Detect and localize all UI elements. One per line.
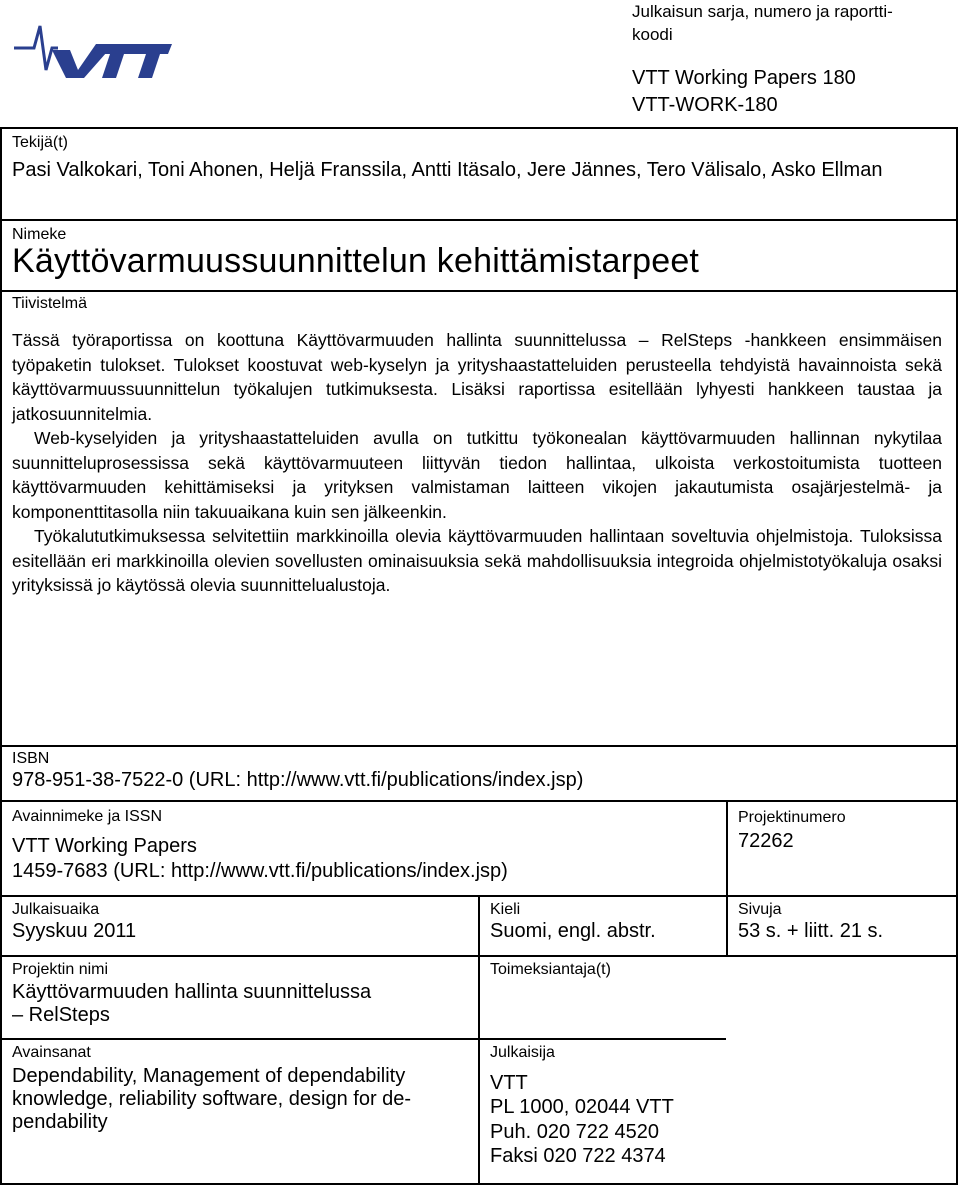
divider-authors xyxy=(0,219,958,221)
authors-label: Tekijä(t) xyxy=(12,134,69,151)
col-divider-language xyxy=(478,895,480,1185)
date-label: Julkaisuaika xyxy=(12,901,100,918)
authors-names: Pasi Valkokari, Toni Ahonen, Heljä Franssila, Antti Itäsalo, Jere Jännes, Tero Välisalo, Asko Ellman xyxy=(12,159,883,181)
series-name: VTT Working Papers 180 xyxy=(632,67,856,89)
abstract-paragraph-3: Työkalututkimuksessa selvitettiin markkinoilla olevia käyttövarmuuden hallintaan soveltuvia ohjelmistoja. Tuloksissa esitellään eri markkinoilla olevien sovellusten ominaisuuksia sekä mahdollisuuksia integroida ohjelmistotyökaluja osaksi yrityksissä jo käytössä olevia suunnittelualustoja. xyxy=(12,526,942,595)
publisher-line4: Faksi 020 722 4374 xyxy=(490,1145,666,1167)
project-number-label: Projektinumero xyxy=(738,809,846,826)
language-label: Kieli xyxy=(490,901,521,918)
divider-isbn xyxy=(0,745,958,747)
pages-label: Sivuja xyxy=(738,901,782,918)
publisher-line1: VTT xyxy=(490,1072,528,1094)
publisher-line2: PL 1000, 02044 VTT xyxy=(490,1096,674,1118)
keywords-line1: Dependability, Management of dependability xyxy=(12,1065,406,1087)
title-label: Nimeke xyxy=(12,226,67,243)
isbn-label: ISBN xyxy=(12,750,50,767)
publisher-label: Julkaisija xyxy=(490,1044,555,1061)
project-name-line2: – RelSteps xyxy=(12,1004,110,1026)
col-divider-project-number xyxy=(726,800,728,955)
date-value: Syyskuu 2011 xyxy=(12,920,137,942)
vtt-logo xyxy=(12,22,172,82)
project-number-value: 72262 xyxy=(738,830,794,852)
language-value: Suomi, engl. abstr. xyxy=(490,920,656,942)
keywords-line2: knowledge, reliability software, design for de- xyxy=(12,1088,412,1110)
frame-top xyxy=(0,127,958,129)
divider-title xyxy=(0,290,958,292)
abstract-paragraph-2: Web-kyselyiden ja yrityshaastatteluiden avulla on tutkittu työkonealan käyttövarmuuden hallinnan nykytilaa suunnitteluprosessissa sekä käyttövarmuuteen liittyvän tiedon hallintaa, ulkoista verkostoitumista tuotteen käyttövarmuuden kehittämiseksi ja yrityksen valmistaman laitteen vikojen jakautumista osajärjestelmä- ja komponenttitasolla niin takuuaikana kuin sen jälkeenkin. xyxy=(12,428,942,522)
divider-keywords xyxy=(0,1038,726,1040)
report-code: VTT-WORK-180 xyxy=(632,94,778,116)
abstract-paragraph-1: Tässä työraportissa on koottuna Käyttövarmuuden hallinta suunnittelussa – RelSteps -hankkeen ensimmäisen työpaketin tulokset. Tulokset koostuvat web-kyselyn ja yrityshaastatteluiden perusteella tehdyistä havainnoista sekä käyttövarmuussuunnittelun työkalujen tutkimuksesta. Lisäksi raportissa esitellään lyhyesti hankkeen taustaa ja jatkosuunnitelmia. xyxy=(12,330,942,424)
issn-line2: 1459-7683 (URL: http://www.vtt.fi/publications/index.jsp) xyxy=(12,860,508,882)
vtt-logo-icon xyxy=(12,22,172,82)
frame-left xyxy=(0,127,2,1185)
report-title: Käyttövarmuussuunnittelun kehittämistarpeet xyxy=(12,242,700,280)
keywords-line3: pendability xyxy=(12,1111,108,1133)
project-name-line1: Käyttövarmuuden hallinta suunnittelussa xyxy=(12,981,372,1003)
issn-label: Avainnimeke ja ISSN xyxy=(12,808,162,825)
abstract-body xyxy=(12,328,942,598)
keywords-label: Avainsanat xyxy=(12,1044,91,1061)
series-label: Julkaisun sarja, numero ja raportti-koodi xyxy=(632,2,893,44)
abstract-label: Tiivistelmä xyxy=(12,295,87,312)
frame-right xyxy=(956,127,958,1185)
isbn-value: 978-951-38-7522-0 (URL: http://www.vtt.fi/publications/index.jsp) xyxy=(12,769,584,791)
pages-value: 53 s. + liitt. 21 s. xyxy=(738,920,884,942)
issn-line1: VTT Working Papers xyxy=(12,835,197,857)
commissioner-label: Toimeksiantaja(t) xyxy=(490,961,611,978)
divider-issn xyxy=(0,800,958,802)
publisher-line3: Puh. 020 722 4520 xyxy=(490,1121,660,1143)
project-name-label: Projektin nimi xyxy=(12,961,109,978)
